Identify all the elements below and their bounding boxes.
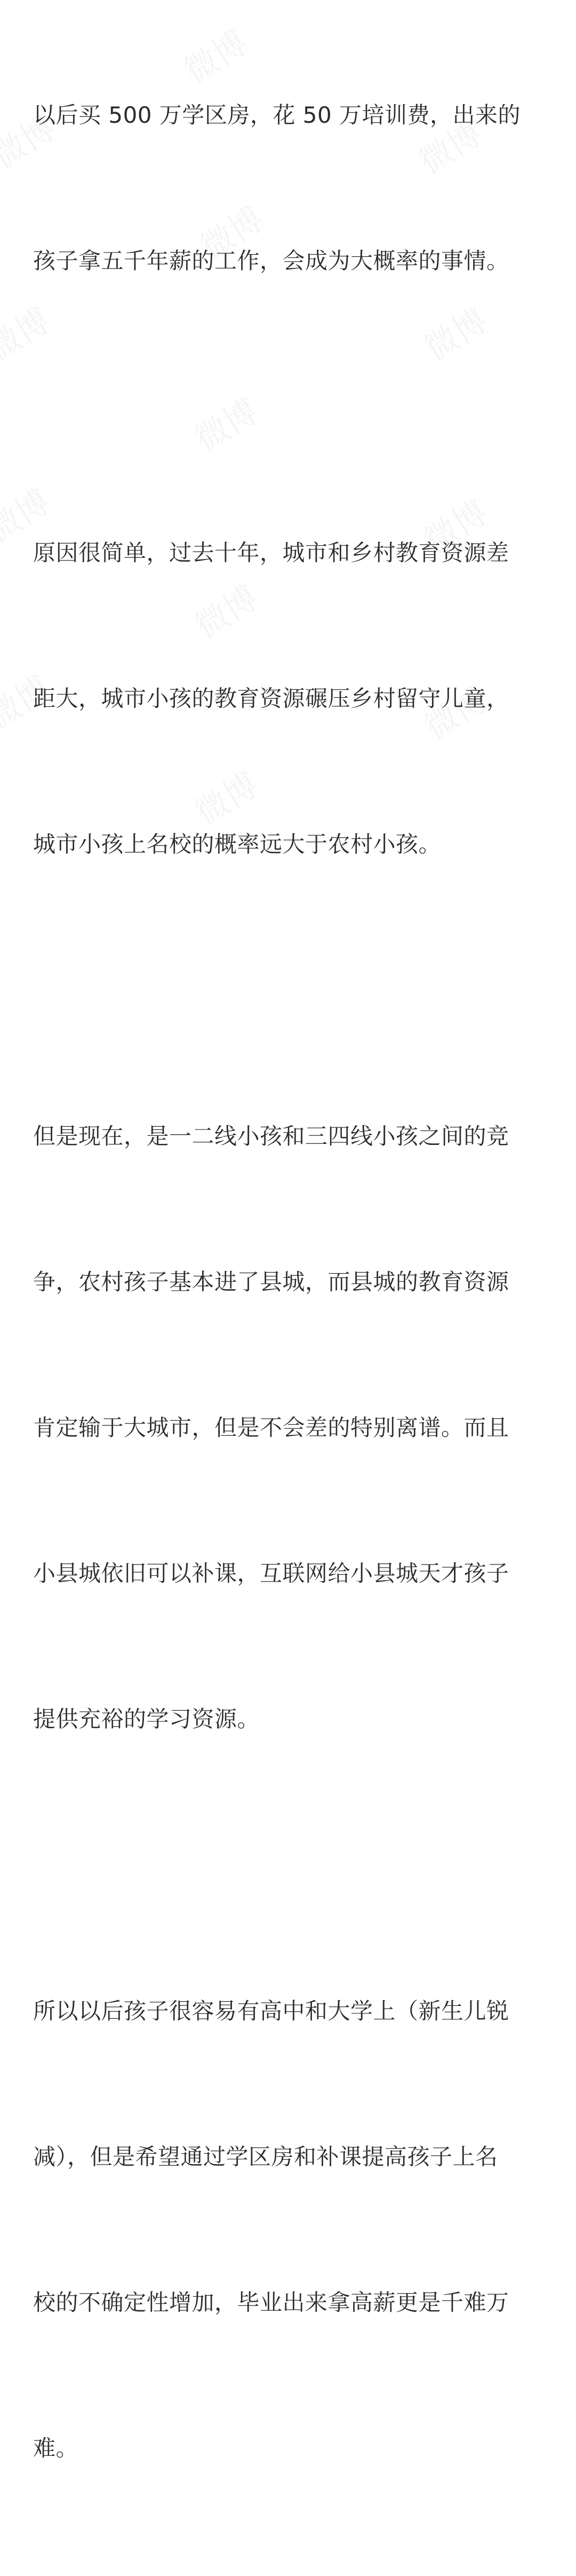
text-line: 校的不确定性增加，毕业出来拿高薪更是千难万 <box>33 2289 509 2316</box>
text-line: 减），但是希望通过学区房和补课提高孩子上名 <box>33 2144 498 2170</box>
paragraph <box>33 1015 543 1840</box>
paragraph <box>33 0 543 382</box>
text-line: 提供充裕的学习资源。 <box>33 1706 260 1732</box>
paragraph-spacer <box>33 382 543 431</box>
text-line: 城市小孩上名校的概率远大于农村小孩。 <box>33 831 442 857</box>
text-line: 争，农村孩子基本进了县城，而县城的教育资源 <box>33 1269 509 1295</box>
text-line: 小县城依旧可以补课，互联网给小县城天才孩子 <box>33 1560 509 1586</box>
paragraph-spacer <box>33 1840 543 1890</box>
text-line: 所以以后孩子很容易有高中和大学上（新生儿锐 <box>33 1998 509 2024</box>
text-line: 肯定输于大城市，但是不会差的特别离谱。而且 <box>33 1415 509 1441</box>
paragraph <box>33 1890 543 2570</box>
text-line: 孩子拿五千年薪的工作，会成为大概率的事情。 <box>33 248 509 274</box>
text-line: 难。 <box>33 2435 79 2461</box>
text-line: 距大，城市小孩的教育资源碾压乡村留守儿童， <box>33 685 509 712</box>
paragraph-spacer <box>33 966 543 1015</box>
text-line: 以后买 500 万学区房，花 50 万培训费，出来的 <box>33 102 521 128</box>
paragraph <box>33 431 543 966</box>
text-line: 原因很简单，过去十年，城市和乡村教育资源差 <box>33 540 509 566</box>
text-line: 但是现在，是一二线小孩和三四线小孩之间的竞 <box>33 1123 509 1149</box>
